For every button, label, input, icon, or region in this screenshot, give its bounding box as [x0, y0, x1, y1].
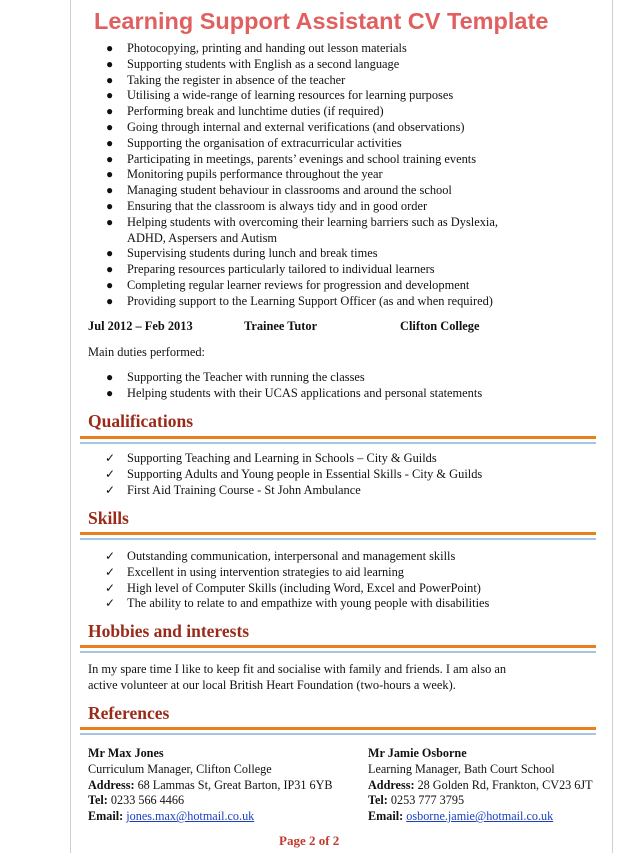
reference-tel: Tel: 0233 566 4466: [88, 793, 185, 808]
reference-name: Mr Jamie Osborne: [368, 746, 467, 760]
list-item: ● Utilising a wide-range of learning resources for learning purposes: [106, 88, 454, 103]
list-item: ● Helping students with overcoming their learning barriers such as Dyslexia,: [106, 214, 498, 229]
list-item: ● Ensuring that the classroom is always tidy and in good order: [106, 198, 428, 213]
list-item: ✓ The ability to relate to and empathize with young people with disabilities: [105, 596, 490, 611]
bullet-icon: ●: [106, 56, 114, 71]
checkmark-icon: ✓: [105, 580, 116, 595]
list-item: ● Going through internal and external verifications (and observations): [106, 119, 465, 134]
list-item: ● Managing student behaviour in classrooms and around the school: [106, 183, 452, 198]
list-item: ● Helping students with their UCAS applications and personal statements: [106, 385, 483, 400]
bullet-icon: ●: [106, 246, 114, 261]
bullet-icon: ●: [106, 167, 114, 182]
section-divider: [80, 436, 596, 439]
bullet-icon: ●: [106, 151, 114, 166]
hobbies-text-line-2: active volunteer at our local British Heart Foundation (two-hours a week).: [88, 678, 456, 692]
bullet-icon: ●: [106, 214, 114, 229]
section-divider-secondary: [80, 442, 596, 444]
checkmark-icon: ✓: [105, 596, 116, 611]
bullet-icon: ●: [106, 277, 114, 292]
email-link[interactable]: osborne.jamie@hotmail.co.uk: [406, 809, 554, 824]
list-item: ● Supporting the organisation of extracurricular activities: [106, 135, 402, 150]
qualifications-list: [0, 451, 482, 498]
reference-address: Address: 68 Lammas St, Great Barton, IP31 6YB: [88, 777, 333, 792]
bullet-icon: ●: [106, 119, 114, 134]
list-item: ✓ Excellent in using intervention strategies to aid learning: [105, 564, 404, 579]
section-divider-secondary: [80, 651, 596, 653]
bullet-icon: ●: [106, 198, 114, 213]
list-item: ● Supervising students during lunch and break times: [106, 246, 378, 261]
bullet-icon: ●: [106, 293, 114, 308]
bullet-icon: ●: [106, 72, 114, 87]
hobbies-text-line-1: In my spare time I like to keep fit and socialise with family and friends. I am also an: [88, 662, 507, 676]
duties-intro: Main duties performed:: [88, 345, 205, 359]
skills-list: [0, 549, 489, 612]
bullet-icon: ●: [106, 183, 114, 198]
bullet-icon: ●: [106, 88, 114, 103]
job-dates: Jul 2012 – Feb 2013: [88, 319, 193, 333]
reference-2: [368, 746, 593, 825]
list-item: ● Performing break and lunchtime duties (if required): [106, 104, 384, 119]
document-title: Learning Support Assistant CV Template: [94, 8, 549, 34]
section-divider-secondary: [80, 733, 596, 735]
reference-address: Address: 28 Golden Rd, Frankton, CV23 6JT: [368, 777, 593, 792]
list-item: ● Photocopying, printing and handing out lesson materials: [106, 41, 407, 55]
checkmark-icon: ✓: [105, 451, 116, 465]
reference-email: Email: jones.max@hotmail.co.uk: [88, 809, 255, 824]
job-employer: Clifton College: [400, 319, 480, 333]
qualifications-heading: Qualifications: [88, 411, 194, 431]
email-link[interactable]: jones.max@hotmail.co.uk: [126, 809, 255, 824]
list-item: ● Monitoring pupils performance throughout the year: [106, 167, 383, 182]
list-item: ● Supporting students with English as a second language: [106, 56, 400, 71]
job-role: Trainee Tutor: [244, 319, 318, 333]
page-right-border: [612, 0, 613, 853]
section-divider: [80, 645, 596, 648]
list-item-continuation: ADHD, Aspersers and Autism: [127, 230, 278, 245]
list-item: ✓ Supporting Adults and Young people in Essential Skills - City & Guilds: [105, 466, 483, 481]
reference-position: Curriculum Manager, Clifton College: [88, 761, 272, 776]
checkmark-icon: ✓: [105, 482, 116, 497]
checkmark-icon: ✓: [105, 549, 116, 563]
checkmark-icon: ✓: [105, 564, 116, 579]
job2-duties-list: [0, 370, 482, 402]
list-item: ● Supporting the Teacher with running the classes: [106, 370, 365, 384]
list-item: ✓ First Aid Training Course - St John Ambulance: [105, 482, 361, 497]
bullet-icon: ●: [106, 385, 114, 400]
list-item: ● Taking the register in absence of the teacher: [106, 72, 346, 87]
reference-1: [88, 746, 333, 825]
bullet-icon: ●: [106, 370, 114, 384]
reference-email: Email: osborne.jamie@hotmail.co.uk: [368, 809, 554, 824]
reference-tel: Tel: 0253 777 3795: [368, 793, 465, 808]
list-item: ● Completing regular learner reviews for progression and development: [106, 277, 470, 292]
reference-name: Mr Max Jones: [88, 746, 164, 760]
references-heading: References: [88, 703, 170, 723]
section-divider-secondary: [80, 538, 596, 540]
bullet-icon: ●: [106, 104, 114, 119]
duties-list: [0, 41, 498, 310]
list-item: ● Preparing resources particularly tailored to individual learners: [106, 262, 435, 277]
skills-heading: Skills: [88, 508, 129, 528]
list-item: ✓ Supporting Teaching and Learning in Schools – City & Guilds: [105, 451, 437, 465]
bullet-icon: ●: [106, 262, 114, 277]
section-divider: [80, 532, 596, 535]
bullet-icon: ●: [106, 135, 114, 150]
reference-position: Learning Manager, Bath Court School: [368, 761, 555, 776]
list-item: ✓ Outstanding communication, interpersonal and management skills: [105, 549, 456, 563]
list-item: ✓ High level of Computer Skills (including Word, Excel and PowerPoint): [105, 580, 481, 595]
checkmark-icon: ✓: [105, 466, 116, 481]
page-number: Page 2 of 2: [279, 833, 340, 848]
hobbies-heading: Hobbies and interests: [88, 621, 250, 641]
bullet-icon: ●: [106, 41, 114, 55]
list-item: ● Participating in meetings, parents’ evenings and school training events: [106, 151, 477, 166]
list-item: ● Providing support to the Learning Support Officer (as and when required): [106, 293, 493, 308]
section-divider: [80, 727, 596, 730]
